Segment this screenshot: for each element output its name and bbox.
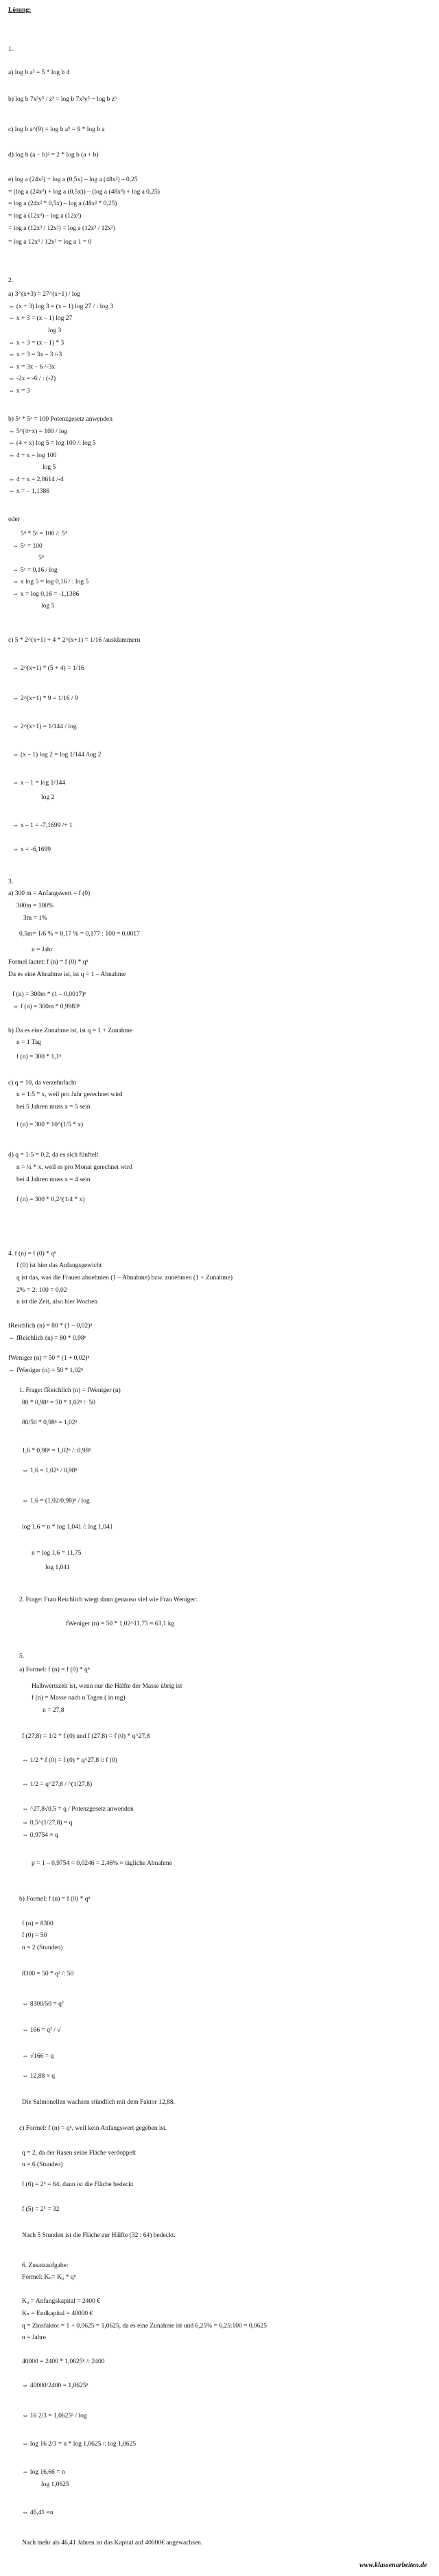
- solution-line: 5⁴: [38, 555, 45, 561]
- solution-line: 1,6 * 0,98ⁿ = 1,02ⁿ /: 0,98ⁿ: [22, 1448, 91, 1454]
- solution-line: ⇔ 16 2/3 = 1,0625ⁿ / log: [22, 2413, 87, 2420]
- solution-line: ⇔ 5ˣ = 100: [12, 543, 43, 550]
- solution-line: a) Formel: f (n) = f (0) * qⁿ: [19, 1667, 90, 1673]
- solution-line: n = 27,8: [43, 1707, 64, 1714]
- solution-line: b) Da es eine Zunahme ist, ist q = 1 + Zunahme: [8, 1028, 133, 1034]
- solution-line: f (n) = 300 * 1,1ⁿ: [16, 1054, 62, 1060]
- solution-line: ⇔ 1,6 = (1,02/0,98)ⁿ / log: [22, 1498, 90, 1505]
- solution-line: fReichlich (n) = 80 * (1 – 0,02)ⁿ: [8, 1323, 93, 1330]
- solution-line: Halbwertszeit ist, wenn nur die Hälfte der Masse übrig ist: [32, 1683, 182, 1690]
- solution-line: ⇔ ^27,8√0,5 = q / Potenzgesetz anwenden: [22, 1806, 134, 1813]
- solution-line: 3m = 1%: [23, 915, 47, 922]
- solution-line: f (n) = 300m * (1 – 0,0017)ⁿ: [12, 991, 86, 998]
- solution-line: = log a (12x³) – log a (12x²): [8, 213, 82, 220]
- solution-line: a) 3^(x+3) = 27^(x−1) / log: [8, 291, 80, 298]
- solution-line: 80/50 * 0,98ⁿ = 1,02ⁿ: [22, 1419, 78, 1426]
- solution-line: ⇔ 40000/2400 = 1,0625ⁿ: [22, 2382, 88, 2389]
- solution-line: ⇔ f (n) = 300m * 0,9983ⁿ: [12, 1003, 80, 1010]
- solution-line: ⇔ 1/2 = q^27,8 / ^(1/27,8): [22, 1781, 93, 1788]
- solution-line: 80 * 0,98ⁿ = 50 * 1,02ⁿ /: 50: [22, 1400, 95, 1406]
- solution-line: ⇔ 2^(x+1) * 9 = 1/16 / 9: [12, 695, 78, 702]
- solution-line: 3.: [8, 879, 14, 885]
- solution-line: f (n) = 300 * 0,2^(1/4 * x): [16, 1196, 85, 1203]
- solution-line: p = 1 – 0,9754 = 0,0246 = 2,46% ≈ tägliche Abnahme: [32, 1860, 172, 1867]
- solution-line: log 3: [48, 327, 62, 334]
- solution-line: 0,5m= 1/6 % = 0,17 % = 0,177 : 100 = 0,0017: [19, 931, 140, 938]
- solution-line: ⇔ x + 3 = (x – 1) log 27: [8, 315, 73, 322]
- solution-line: 1.: [8, 46, 14, 53]
- solution-line: bei 5 Jahren muss x = 5 sein: [16, 1104, 91, 1111]
- solution-line: 300m = 100%: [16, 903, 54, 909]
- solution-line: f (27,8) = 1/2 * f (0) und f (27,8) = f (0) * q^27,8: [22, 1733, 150, 1740]
- solution-line: ⇔ 4 + x = 2,8614 /-4: [8, 476, 64, 483]
- solution-line: 2.: [8, 277, 14, 284]
- solution-line: q = 2, da der Rasen seine Fläche verdoppelt: [22, 2150, 137, 2157]
- solution-line: ⇔ 5ˣ = 0,16 / log: [12, 567, 58, 574]
- solution-line: c) 5 * 2^(x+1) + 4 * 2^(x+1) = 1/16 /ausklammern: [8, 637, 141, 644]
- solution-line: f (0) = 50: [22, 1932, 47, 1939]
- solution-line: ⇔ x – 1 = -7,1699 /+ 1: [12, 822, 73, 829]
- solution-line: ⇔ 5^(4+x) = 100 / log: [8, 428, 68, 435]
- solution-line: c) log b a^(9) = log b a⁹ = 9 * log b a: [8, 126, 105, 133]
- solution-line: 5.: [19, 1653, 25, 1660]
- solution-line: ⇔ fReichlich (n) = 80 * 0,98ⁿ: [8, 1335, 86, 1342]
- solution-line: ⇔ 12,88 ≈ q: [22, 2073, 55, 2080]
- solution-line: ⇔ x = log 0,16 = -1,1386: [12, 591, 80, 598]
- solution-line: ⇔ √166 = q: [22, 2053, 54, 2060]
- solution-line: ⇔ (x + 3) log 3 = (x – 1) log 27 / : log 3: [8, 303, 113, 310]
- solution-line: n = 6 (Stunden): [22, 2161, 63, 2168]
- solution-line: = log a (24x² * 0,5x) – log a (48x² * 0,25): [8, 200, 117, 207]
- solution-line: Formel: Kₙ= K₀ * qⁿ: [22, 2274, 76, 2281]
- solution-line: f (0) ist hier das Anfangsgewicht: [16, 1262, 102, 1269]
- solution-line: 4. f (n) = f (0) * qⁿ: [8, 1251, 57, 1257]
- solution-line: ⇔ 166 = q² / √: [22, 2027, 61, 2034]
- solution-line: ⇔ x = – 1,1386: [8, 488, 49, 495]
- solution-line: c) Formel: f (n) = qⁿ, weil kein Anfangswert gegeben ist.: [19, 2125, 167, 2132]
- solution-line: a) 300 m = Anfangswert = f (0): [8, 890, 91, 897]
- solution-line: q ist das, was die Frauen abnehmen (1 – Abnahme) bzw. zunehmen (1 + Zunahme): [16, 1275, 233, 1281]
- solution-line: ⇔ x + 3 = 3x – 3 /-3: [8, 351, 62, 358]
- solution-line: ⇔ x – 1 = log 1/144: [12, 780, 66, 787]
- solution-line: n ist die Zeit, also hier Wochen: [16, 1299, 98, 1306]
- solution-line: n = 1:5 * x, weil pro Jahr gerechnet wird: [16, 1091, 123, 1098]
- solution-line: log 5: [41, 603, 55, 610]
- solution-line: 2. Frage: Frau Reichlich wiegt dann genauso viel wie Frau Weniger:: [19, 1597, 198, 1603]
- solution-line: Die Salmonellen wachsen stündlich mit dem Faktor 12,88.: [22, 2099, 175, 2106]
- solution-line: f (6) = 2⁶ = 64, dann ist die Fläche bedeckt: [22, 2181, 134, 2188]
- solution-line: fWeniger (n) = 50 * 1,02^11,75 ≈ 63,1 kg: [66, 1621, 175, 1627]
- solution-line: Nach 5 Stunden ist die Fläche zur Hälfte (32 : 64) bedeckt.: [22, 2232, 176, 2239]
- solution-line: n = Jahre: [22, 2334, 46, 2341]
- solution-line: ⇔ x log 5 = log 0,16 / : log 5: [12, 579, 89, 585]
- solution-line: 1. Frage: fReichlich (n) = fWeniger (n): [19, 1387, 121, 1394]
- solution-line: log 5: [43, 464, 56, 471]
- solution-line: 5⁴ * 5ˣ = 100 /: 5⁴: [21, 531, 67, 537]
- solution-line: 2% = 2: 100 = 0,02: [16, 1287, 67, 1294]
- solution-line: 40000 = 2400 * 1,0625ⁿ /: 2400: [22, 2358, 105, 2365]
- solution-line: n = ¼ * x, weil es pro Monat gerechnet wird: [16, 1164, 132, 1171]
- solution-line: ⇔ x = -6,1699: [12, 846, 51, 853]
- solution-line: fWeniger (n) = 50 * (1 + 0,02)ⁿ: [8, 1355, 90, 1362]
- solution-line: ⇔ x = 3: [8, 388, 30, 395]
- solution-line: ⇔ 2^(x+1) * (5 + 4) = 1/16: [12, 665, 84, 672]
- solution-line: 6. Zusatzaufgabe:: [22, 2262, 69, 2269]
- solution-line: b) 5ˣ * 5ˣ = 100 Potenzgesetz anwenden: [8, 416, 112, 423]
- solution-line: ⇔ 0,5^(1/27,8) = q: [22, 1820, 73, 1826]
- solution-line: ⇔ log 16 2/3 = n * log 1,0625 /: log 1,0625: [22, 2441, 137, 2448]
- watermark: www.klassenarbeiten.de: [359, 2562, 427, 2569]
- solution-line: c) q = 10, da verzehnfacht: [8, 1080, 77, 1087]
- solution-line: ⇔ -2x = -6 / : (-2): [8, 375, 56, 382]
- solution-line: d) log b (a − b)² = 2 * log b (a + b): [8, 152, 99, 159]
- solution-line: f (n) = 300 * 10^(1/5 * x): [16, 1122, 84, 1128]
- solution-line: n = log 1,6 = 11,75: [32, 1550, 82, 1557]
- solution-line: n = 2 (Stunden): [22, 1945, 63, 1951]
- solution-line: Formel lautet: f (n) = f (0) * qⁿ: [8, 959, 88, 966]
- solution-line: ⇔ 0,9754 ≈ q: [22, 1832, 58, 1839]
- solution-line: q = Zinsfaktor = 1 + 0,0625 = 1,0625, da es eine Zunahme ist und 6,25% = 6,25:100 = 0,0625: [22, 2323, 267, 2330]
- solution-line: ⇔ (x – 1) log 2 = log 1/144 /log 2: [12, 752, 102, 758]
- solution-line: d) q = 1:5 = 0,2, da es sich fünftelt: [8, 1152, 99, 1159]
- solution-line: Kₙ = Endkapital = 40000 €: [22, 2310, 93, 2317]
- solution-line: f (n) = Masse nach n Tagen ( in mg): [32, 1695, 126, 1702]
- solution-line: ⇔ 46,41 ≈n: [22, 2509, 54, 2516]
- solution-line: e) log a (24x²) + log a (0,5x) – log a (48x²) – 0,25: [8, 176, 138, 183]
- solution-line: Nach mehr als 46,41 Jahren ist das Kapital auf 40000€ angewachsen.: [22, 2540, 203, 2546]
- solution-line: = log a 12x³ / 12x² = log a 1 = 0: [8, 239, 92, 246]
- solution-line: = log a (12x³ / 12x²) = log a (12x³ / 12x²): [8, 225, 115, 232]
- solution-line: = (log a (24x²) + log a (0,5x)) – (log a (48x²) + log a 0,25): [8, 189, 160, 196]
- solution-line: ⇔ 1/2 * f (0) = f (0) * q^27,8 /: f (0): [22, 1757, 117, 1764]
- solution-line: ⇔ 2^(x+1) = 1/144 / log: [12, 723, 77, 730]
- solution-line: bei 4 Jahren muss x = 4 sein: [16, 1176, 91, 1183]
- solution-line: ⇔ (4 + x) log 5 = log 100 /: log 5: [8, 440, 96, 447]
- solution-line: log 1,041: [45, 1564, 70, 1571]
- solution-line: K₀ = Anfangskapital = 2400 €: [22, 2298, 101, 2305]
- solution-line: f (n) = 8300: [22, 1921, 54, 1927]
- solution-line: 8300 = 50 * q² /: 50: [22, 1971, 74, 1977]
- solution-line: ⇔ 1,6 = 1,02ⁿ / 0,98ⁿ: [22, 1467, 78, 1474]
- solution-line: n = Jahr: [32, 947, 53, 953]
- solution-line: b) Formel: f (n) = f (0) * qⁿ: [19, 1896, 91, 1903]
- solution-line: ⇔ 4 + x = log 100: [8, 452, 57, 459]
- solution-line: b) log b 7x³y⁵ / z³ = log b 7x³y⁵ − log b z⁶: [8, 96, 117, 103]
- solution-line: f (5) = 2⁵ = 32: [22, 2206, 60, 2213]
- heading: Lösung:: [8, 7, 32, 14]
- solution-line: ⇔ x = 3x – 6 /-3x: [8, 364, 56, 371]
- solution-line: log 1,6 = n * log 1,041 /: log 1,041: [22, 1524, 113, 1531]
- solution-line: Da es eine Abnahme ist, ist q = 1 – Abnahme: [8, 971, 126, 978]
- solution-line: ⇔ log 16,66 = n: [22, 2469, 65, 2476]
- solution-line: a) log b a³ = 5 * log b 4: [8, 69, 70, 76]
- solution-line: log 1,0625: [41, 2481, 69, 2488]
- solution-line: ⇔ x + 3 = (x – 1) * 3: [8, 340, 64, 347]
- solution-line: oder: [8, 516, 20, 523]
- solution-line: log 2: [41, 794, 55, 801]
- solution-line: ⇔ fWeniger (n) = 50 * 1,02ⁿ: [8, 1367, 84, 1374]
- solution-line: n = 1 Tag: [16, 1039, 41, 1046]
- solution-line: ⇔ 8300/50 = q²: [22, 2001, 64, 2008]
